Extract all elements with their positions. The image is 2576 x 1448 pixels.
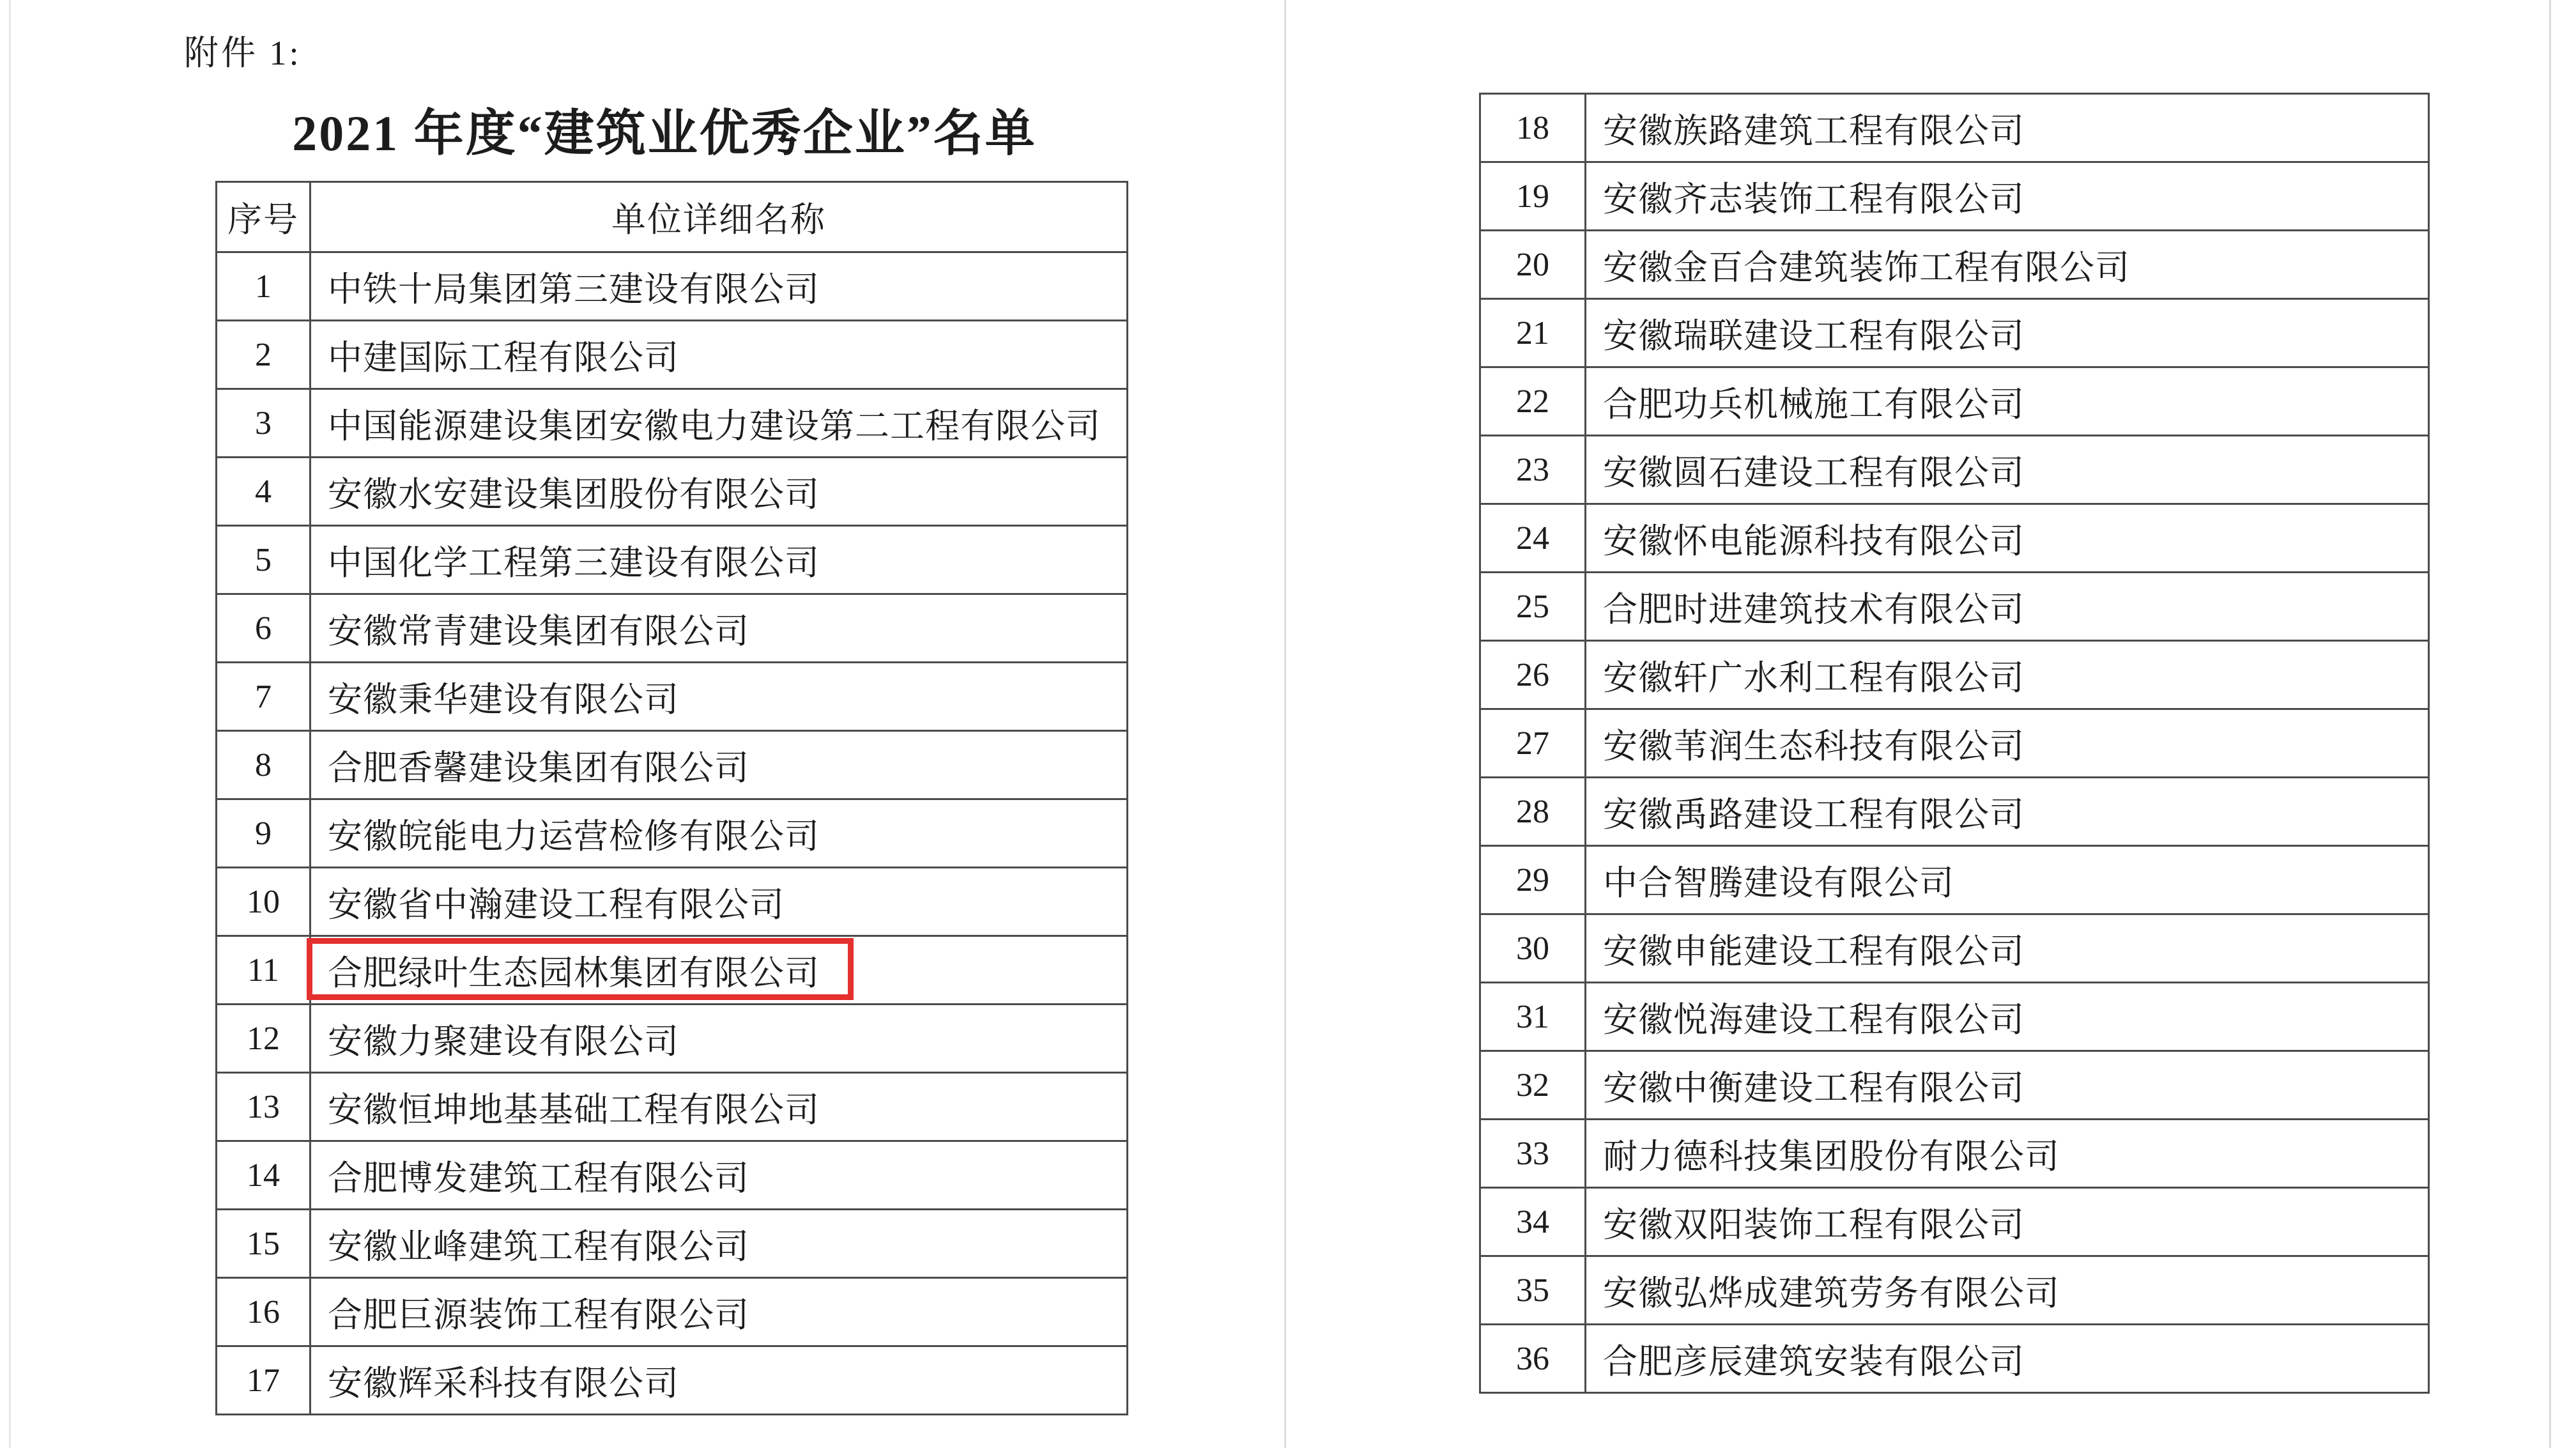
row-number-cell: 35 — [1480, 1256, 1586, 1325]
row-number-cell: 1 — [217, 252, 310, 321]
table-row — [1480, 162, 2429, 231]
row-number-cell: 33 — [1480, 1120, 1586, 1188]
row-number-cell: 26 — [1480, 641, 1586, 709]
company-name-cell: 中建国际工程有限公司 — [310, 321, 1128, 389]
company-name-cell: 合肥巨源装饰工程有限公司 — [310, 1278, 1128, 1346]
table-row — [217, 389, 1128, 458]
table-row — [1480, 504, 2429, 573]
table-row — [1480, 1120, 2429, 1188]
table-row — [1480, 299, 2429, 367]
table-row — [1480, 367, 2429, 436]
company-name-cell: 安徽轩广水利工程有限公司 — [1586, 641, 2429, 709]
row-number-cell: 18 — [1480, 94, 1586, 162]
header-name-cell: 单位详细名称 — [310, 182, 1128, 252]
company-name-cell: 安徽辉采科技有限公司 — [310, 1346, 1128, 1415]
company-name-cell: 中合智腾建设有限公司 — [1586, 846, 2429, 914]
row-number-cell: 14 — [217, 1141, 310, 1210]
page-left-edge-line — [9, 0, 11, 1448]
row-number-cell: 24 — [1480, 504, 1586, 573]
row-number-cell: 30 — [1480, 914, 1586, 983]
company-name-cell: 安徽双阳装饰工程有限公司 — [1586, 1188, 2429, 1256]
table-row — [217, 594, 1128, 663]
table-header-row — [217, 182, 1128, 252]
table-row — [1480, 94, 2429, 162]
company-name-cell: 合肥时进建筑技术有限公司 — [1586, 573, 2429, 641]
company-name-cell: 安徽瑞联建设工程有限公司 — [1586, 299, 2429, 367]
row-number-cell: 2 — [217, 321, 310, 389]
table-row — [1480, 573, 2429, 641]
table-row — [1480, 1188, 2429, 1256]
table-row — [217, 1005, 1128, 1073]
row-number-cell: 3 — [217, 389, 310, 458]
row-number-cell: 15 — [217, 1210, 310, 1278]
header-no-cell: 序号 — [217, 182, 310, 252]
company-name-cell: 安徽苇润生态科技有限公司 — [1586, 709, 2429, 778]
page-divider-line — [1284, 0, 1286, 1448]
company-name-cell: 安徽圆石建设工程有限公司 — [1586, 436, 2429, 504]
table-row — [217, 799, 1128, 868]
company-name-cell: 合肥香馨建设集团有限公司 — [310, 731, 1128, 799]
row-number-cell: 4 — [217, 458, 310, 526]
company-name-cell: 安徽禹路建设工程有限公司 — [1586, 778, 2429, 846]
company-table-right — [1479, 93, 2430, 1394]
table-row — [1480, 846, 2429, 914]
company-name-cell: 安徽秉华建设有限公司 — [310, 663, 1128, 731]
company-name-cell: 安徽弘烨成建筑劳务有限公司 — [1586, 1256, 2429, 1325]
table-row — [1480, 983, 2429, 1051]
row-number-cell: 21 — [1480, 299, 1586, 367]
row-number-cell: 12 — [217, 1005, 310, 1073]
row-number-cell: 34 — [1480, 1188, 1586, 1256]
table-row — [217, 252, 1128, 321]
row-number-cell: 7 — [217, 663, 310, 731]
company-name-cell: 安徽水安建设集团股份有限公司 — [310, 458, 1128, 526]
row-number-cell: 31 — [1480, 983, 1586, 1051]
table-row — [217, 868, 1128, 936]
attachment-label: 附件 1: — [184, 34, 302, 72]
row-number-cell: 9 — [217, 799, 310, 868]
table-row — [1480, 914, 2429, 983]
company-name-cell: 安徽怀电能源科技有限公司 — [1586, 504, 2429, 573]
table-row — [217, 1346, 1128, 1415]
table-row — [1480, 1051, 2429, 1120]
row-number-cell: 6 — [217, 594, 310, 663]
row-number-cell: 32 — [1480, 1051, 1586, 1120]
company-name-cell: 安徽皖能电力运营检修有限公司 — [310, 799, 1128, 868]
company-name-cell: 中国化学工程第三建设有限公司 — [310, 526, 1128, 594]
row-number-cell: 29 — [1480, 846, 1586, 914]
table-row — [1480, 709, 2429, 778]
row-number-cell: 16 — [217, 1278, 310, 1346]
row-number-cell: 10 — [217, 868, 310, 936]
company-name-cell: 安徽中衡建设工程有限公司 — [1586, 1051, 2429, 1120]
company-table-left — [215, 181, 1128, 1415]
table-row — [217, 526, 1128, 594]
row-number-cell: 11 — [217, 936, 310, 1005]
table-row — [1480, 1325, 2429, 1393]
highlight-box-row-11 — [307, 938, 854, 1000]
company-name-cell: 安徽业峰建筑工程有限公司 — [310, 1210, 1128, 1278]
table-row — [217, 1210, 1128, 1278]
row-number-cell: 20 — [1480, 231, 1586, 299]
company-name-cell: 安徽常青建设集团有限公司 — [310, 594, 1128, 663]
company-name-cell: 合肥功兵机械施工有限公司 — [1586, 367, 2429, 436]
company-name-cell: 安徽族路建筑工程有限公司 — [1586, 94, 2429, 162]
table-row — [217, 731, 1128, 799]
row-number-cell: 27 — [1480, 709, 1586, 778]
company-name-cell: 安徽齐志装饰工程有限公司 — [1586, 162, 2429, 231]
company-name-cell: 安徽金百合建筑装饰工程有限公司 — [1586, 231, 2429, 299]
table-row — [217, 458, 1128, 526]
row-number-cell: 17 — [217, 1346, 310, 1415]
page-title: 2021 年度“建筑业优秀企业”名单 — [292, 105, 1037, 161]
page-right-edge-line — [2549, 0, 2551, 1448]
company-name-cell: 安徽申能建设工程有限公司 — [1586, 914, 2429, 983]
table-row — [217, 321, 1128, 389]
table-row — [1480, 641, 2429, 709]
row-number-cell: 23 — [1480, 436, 1586, 504]
company-name-cell: 安徽悦海建设工程有限公司 — [1586, 983, 2429, 1051]
table-row — [217, 663, 1128, 731]
table-row — [217, 1141, 1128, 1210]
company-name-cell: 安徽省中瀚建设工程有限公司 — [310, 868, 1128, 936]
row-number-cell: 5 — [217, 526, 310, 594]
row-number-cell: 19 — [1480, 162, 1586, 231]
table-row — [217, 1278, 1128, 1346]
company-name-cell: 合肥彦辰建筑安装有限公司 — [1586, 1325, 2429, 1393]
company-name-cell: 中国能源建设集团安徽电力建设第二工程有限公司 — [310, 389, 1128, 458]
row-number-cell: 28 — [1480, 778, 1586, 846]
row-number-cell: 36 — [1480, 1325, 1586, 1393]
table-row — [217, 1073, 1128, 1141]
company-name-cell: 耐力德科技集团股份有限公司 — [1586, 1120, 2429, 1188]
row-number-cell: 13 — [217, 1073, 310, 1141]
row-number-cell: 22 — [1480, 367, 1586, 436]
table-row — [1480, 231, 2429, 299]
table-row — [1480, 778, 2429, 846]
company-name-cell: 合肥绿叶生态园林集团有限公司 — [310, 936, 1128, 1005]
company-name-cell: 安徽力聚建设有限公司 — [310, 1005, 1128, 1073]
company-name-cell: 中铁十局集团第三建设有限公司 — [310, 252, 1128, 321]
company-name-cell: 安徽恒坤地基基础工程有限公司 — [310, 1073, 1128, 1141]
company-name-cell: 合肥博发建筑工程有限公司 — [310, 1141, 1128, 1210]
table-row — [1480, 1256, 2429, 1325]
row-number-cell: 8 — [217, 731, 310, 799]
table-row — [1480, 436, 2429, 504]
row-number-cell: 25 — [1480, 573, 1586, 641]
